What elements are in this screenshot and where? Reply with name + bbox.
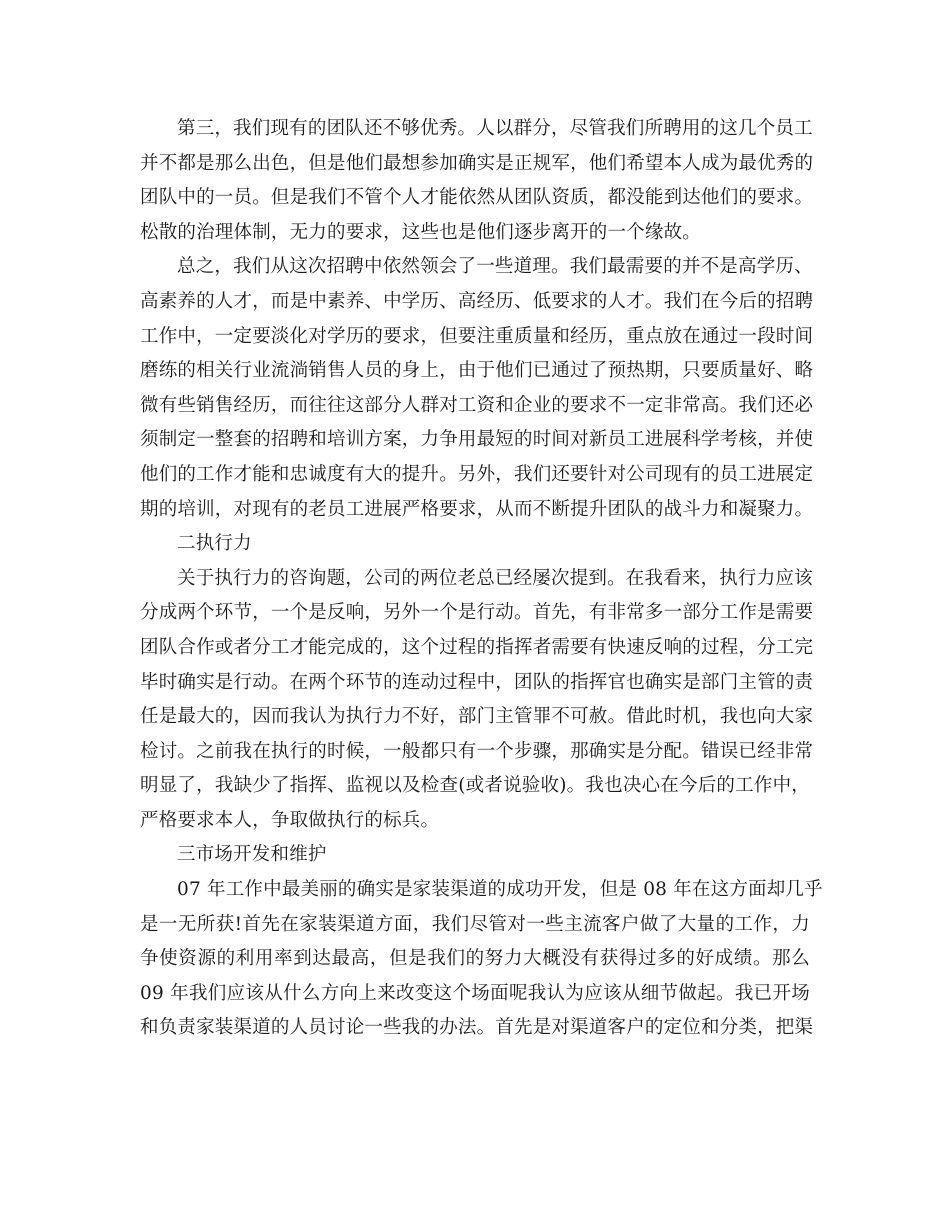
text-line: 须制定一整套的招聘和培训方案，力争用最短的时间对新员工进展科学考核，并使 bbox=[140, 429, 814, 451]
text-line: 检讨。之前我在执行的时候，一般都只有一个步骤，那确实是分配。错误已经非常 bbox=[140, 740, 814, 762]
text-line: 总之，我们从这次招聘中依然领会了一些道理。我们最需要的并不是高学历、 bbox=[177, 256, 813, 278]
text-line: 并不都是那么出色，但是他们最想参加确实是正规军，他们希望本人成为最优秀的 bbox=[140, 152, 814, 174]
text-line: 明显了，我缺少了指挥、监视以及检查(或者说验收)。我也决心在今后的工作中， bbox=[140, 775, 810, 797]
text-line: 高素养的人才，而是中素养、中学历、高经历、低要求的人才。我们在今后的招聘 bbox=[140, 290, 814, 312]
text-line: 任是最大的，因而我认为执行力不好，部门主管罪不可赦。借此时机，我也向大家 bbox=[140, 706, 814, 728]
text-line: 是一无所获!首先在家装渠道方面，我们尽管对一些主流客户做了大量的工作，力 bbox=[140, 913, 810, 935]
text-line: 期的培训，对现有的老员工进展严格要求，从而不断提升团队的战斗力和凝聚力。 bbox=[140, 498, 814, 520]
text-line: 分成两个环节，一个是反响，另外一个是行动。首先，有非常多一部分工作是需要 bbox=[140, 602, 814, 624]
text-line: 他们的工作才能和忠诚度有大的提升。另外，我们还要针对公司现有的员工进展定 bbox=[140, 463, 814, 485]
text-line: 工作中，一定要淡化对学历的要求，但要注重质量和经历，重点放在通过一段时间 bbox=[140, 325, 814, 347]
text-line: 松散的治理体制，无力的要求，这些也是他们逐步离开的一个缘故。 bbox=[140, 221, 702, 243]
text-line: 团队中的一员。但是我们不管个人才能依然从团队资质，都没能到达他们的要求。 bbox=[140, 187, 814, 209]
text-line: 团队合作或者分工才能完成的，这个过程的指挥者需要有快速反响的过程，分工完 bbox=[140, 636, 814, 658]
document-body bbox=[140, 112, 823, 1046]
text-line: 毕时确实是行动。在两个环节的连动过程中，团队的指挥官也确实是部门主管的责 bbox=[140, 671, 814, 693]
text-line: 争使资源的利用率到达最高，但是我们的努力大概没有获得过多的好成绩。那么 bbox=[140, 948, 810, 970]
text-line: 和负责家装渠道的人员讨论一些我的办法。首先是对渠道客户的定位和分类，把渠 bbox=[140, 1017, 814, 1039]
text-line: 09 年我们应该从什么方向上来改变这个场面呢我认为应该从细节做起。我已开场 bbox=[140, 982, 810, 1004]
text-line: 磨练的相关行业流淌销售人员的身上，由于他们已通过了预热期，只要质量好、略 bbox=[140, 360, 814, 382]
text-line: 07 年工作中最美丽的确实是家装渠道的成功开发，但是 08 年在这方面却几乎 bbox=[177, 879, 823, 901]
text-line: 第三，我们现有的团队还不够优秀。人以群分，尽管我们所聘用的这几个员工 bbox=[177, 118, 813, 139]
text-line: 关于执行力的咨询题，公司的两位老总已经屡次提到。在我看来，执行力应该 bbox=[177, 567, 813, 589]
text-line: 三市场开发和维护 bbox=[177, 844, 327, 866]
text-line: 严格要求本人，争取做执行的标兵。 bbox=[140, 809, 440, 831]
text-line: 微有些销售经历，而往往这部分人群对工资和企业的要求不一定非常高。我们还必 bbox=[140, 394, 814, 416]
text-line: 二执行力 bbox=[177, 533, 252, 555]
